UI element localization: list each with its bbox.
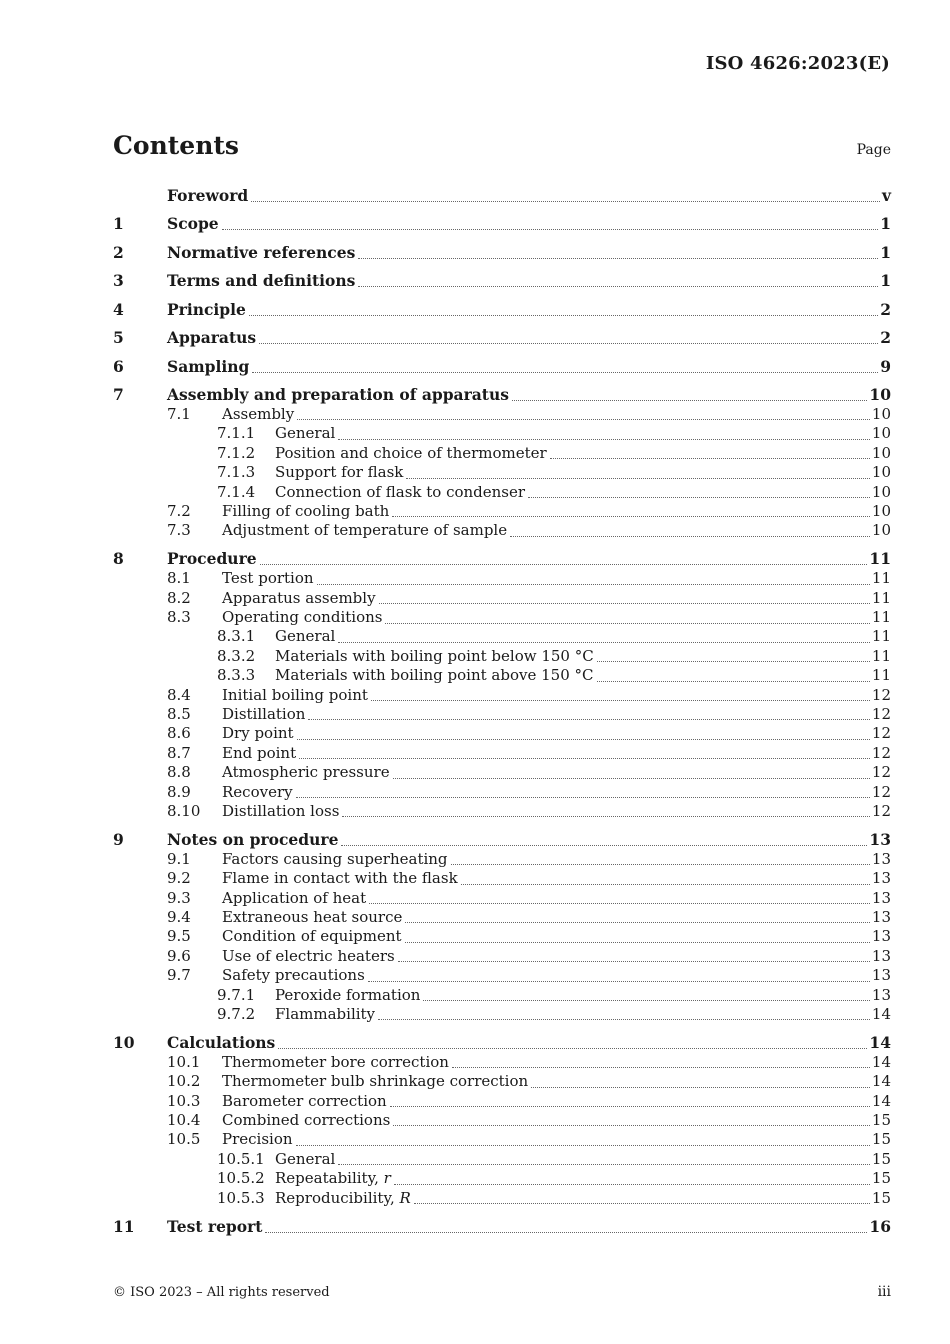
toc-entry-page: 2 xyxy=(880,328,891,348)
toc-entry-number: 8.3.1 xyxy=(217,627,256,646)
toc-entry-page: 11 xyxy=(871,608,891,627)
dot-leader xyxy=(371,700,870,701)
toc-entry[interactable] xyxy=(113,986,891,1005)
toc-entry-page: 12 xyxy=(871,763,891,782)
dot-leader xyxy=(531,1087,870,1088)
dot-leader xyxy=(369,903,870,904)
toc-entry-title: Materials with boiling point above 150 °C xyxy=(275,666,594,685)
dot-leader xyxy=(296,797,870,798)
toc-entry-page: 12 xyxy=(871,782,891,801)
toc-entry-number: 9.6 xyxy=(167,946,191,965)
dot-leader xyxy=(265,1232,867,1233)
toc-entry-page: 13 xyxy=(871,927,891,946)
toc-entry[interactable] xyxy=(113,1169,891,1188)
toc-entry-number: 8.9 xyxy=(167,782,191,801)
dot-leader xyxy=(338,439,870,440)
toc-entry[interactable] xyxy=(113,1005,891,1024)
toc-entry-title: Filling of cooling bath xyxy=(222,502,390,521)
toc-entry[interactable] xyxy=(113,521,891,540)
toc-entry-number: 7.1 xyxy=(167,405,191,424)
toc-entry-page: 13 xyxy=(871,908,891,927)
toc-entry-page: 1 xyxy=(880,242,891,262)
toc-entry[interactable] xyxy=(113,889,891,908)
toc-entry-page: 10 xyxy=(871,443,891,462)
toc-entry-title: Dry point xyxy=(222,724,294,743)
toc-entry-number: 8.7 xyxy=(167,743,191,762)
dot-leader xyxy=(297,739,870,740)
toc-entry-title: End point xyxy=(222,743,297,762)
toc-entry-number: 9.3 xyxy=(167,888,191,907)
dot-leader xyxy=(528,497,870,498)
toc-entry-page: 1 xyxy=(880,271,891,291)
toc-entry-page: 12 xyxy=(871,685,891,704)
toc-entry-title: Foreword xyxy=(167,185,249,205)
dot-leader xyxy=(393,1125,870,1126)
toc-entry[interactable] xyxy=(113,186,891,206)
toc-entry-page: 15 xyxy=(871,1169,891,1188)
toc-entry[interactable] xyxy=(113,744,891,763)
toc-entry-title: Normative references xyxy=(167,242,356,262)
toc-entry-number: 8.5 xyxy=(167,705,191,724)
dot-leader xyxy=(393,778,870,779)
toc-entry-number: 11 xyxy=(113,1216,135,1236)
toc-entry-title: Calculations xyxy=(167,1032,276,1052)
toc-entry-title: Distillation loss xyxy=(222,802,340,820)
toc-entry-number: 10.5.3 xyxy=(217,1188,265,1207)
toc-entry-title: Connection of flask to condenser xyxy=(275,482,526,501)
dot-leader xyxy=(406,478,870,479)
toc-entry-title: Distillation xyxy=(222,705,306,724)
toc-entry[interactable] xyxy=(113,763,891,782)
toc-entry-number: 8 xyxy=(113,549,124,569)
dot-leader xyxy=(259,343,878,344)
toc-entry-number: 10.3 xyxy=(167,1091,201,1110)
toc-entry-number: 9.2 xyxy=(167,869,191,888)
toc-entry-number: 7.2 xyxy=(167,502,191,521)
toc-entry-title: Flammability xyxy=(275,1005,376,1024)
toc-entry-title: Flame in contact with the flask xyxy=(222,869,458,888)
toc-entry-number: 10.5 xyxy=(167,1130,201,1149)
toc-entry-title: Safety precautions xyxy=(222,966,365,985)
toc-entry-page: 15 xyxy=(871,1130,891,1149)
toc-entry[interactable] xyxy=(113,377,891,406)
dot-leader xyxy=(338,1164,870,1165)
toc-entry[interactable] xyxy=(113,483,891,502)
toc-entry-number: 9.1 xyxy=(167,849,191,868)
toc-entry-number: 7.1.4 xyxy=(217,482,256,501)
dot-leader xyxy=(308,719,870,720)
dot-leader xyxy=(252,372,878,373)
toc-entry[interactable] xyxy=(113,1053,891,1072)
toc-entry[interactable] xyxy=(113,263,891,292)
toc-entry-page: v xyxy=(881,185,891,205)
toc-entry[interactable] xyxy=(113,444,891,463)
dot-leader xyxy=(379,603,870,604)
toc-entry[interactable] xyxy=(113,927,891,946)
document-id: ISO 4626:2023(E) xyxy=(705,53,890,74)
toc-entry-number: 3 xyxy=(113,271,124,291)
toc-entry[interactable] xyxy=(113,569,891,588)
toc-entry-page: 11 xyxy=(871,588,891,607)
toc-entry-number: 10.4 xyxy=(167,1111,201,1130)
toc-entry-page: 10 xyxy=(871,482,891,501)
dot-leader xyxy=(342,816,870,817)
toc-entry-title: Sampling xyxy=(167,356,250,376)
toc-entry-title: Operating conditions xyxy=(222,608,383,627)
table-of-contents xyxy=(113,186,891,1237)
toc-entry-title: Initial boiling point xyxy=(222,685,368,704)
dot-leader xyxy=(296,1145,870,1146)
toc-entry-page: 12 xyxy=(871,724,891,743)
dot-leader xyxy=(249,315,878,316)
toc-entry-page: 10 xyxy=(871,521,891,540)
dot-leader xyxy=(358,258,878,259)
dot-leader xyxy=(510,536,870,537)
toc-entry-title: Atmospheric pressure xyxy=(222,763,390,782)
toc-entry-title: Support for flask xyxy=(275,463,404,482)
toc-entry-number: 7.3 xyxy=(167,521,191,540)
dot-leader xyxy=(222,229,879,230)
toc-entry-number: 9.7.1 xyxy=(217,985,256,1004)
toc-entry[interactable] xyxy=(113,1189,891,1208)
toc-entry-page: 10 xyxy=(871,405,891,424)
toc-entry-number: 7 xyxy=(113,385,124,405)
toc-entry[interactable] xyxy=(113,1024,891,1053)
toc-entry-number: 10.5.2 xyxy=(217,1169,265,1188)
toc-entry-page: 10 xyxy=(871,463,891,482)
dot-leader xyxy=(278,1048,867,1049)
toc-entry-number: 8.6 xyxy=(167,724,191,743)
dot-leader xyxy=(414,1203,870,1204)
dot-leader xyxy=(423,1000,869,1001)
toc-entry-title: Use of electric heaters xyxy=(222,946,395,965)
dot-leader xyxy=(338,642,870,643)
toc-entry-number: 10.1 xyxy=(167,1052,201,1071)
toc-entry[interactable] xyxy=(113,1208,891,1237)
toc-entry-title: Barometer correction xyxy=(222,1091,387,1110)
toc-entry[interactable] xyxy=(113,502,891,521)
toc-entry-page: 13 xyxy=(871,849,891,868)
toc-entry-number: 10.2 xyxy=(167,1072,201,1091)
toc-entry-page: 14 xyxy=(871,1052,891,1071)
toc-entry[interactable] xyxy=(113,850,891,869)
copyright-notice: © ISO 2023 – All rights reserved xyxy=(113,1285,330,1300)
dot-leader xyxy=(299,758,870,759)
dot-leader xyxy=(358,286,878,287)
toc-entry[interactable] xyxy=(113,541,891,570)
toc-entry-title: Thermometer bore correction xyxy=(222,1052,449,1071)
toc-entry-title: Precision xyxy=(222,1130,293,1149)
toc-entry[interactable] xyxy=(113,405,891,424)
dot-leader xyxy=(368,981,870,982)
page-title: Contents xyxy=(113,131,240,160)
toc-entry-page: 14 xyxy=(871,1005,891,1024)
toc-entry-number: 2 xyxy=(113,242,124,262)
toc-entry-page: 12 xyxy=(871,705,891,724)
dot-leader xyxy=(597,681,870,682)
toc-entry-title: Peroxide formation xyxy=(275,985,421,1004)
toc-entry-title: Terms and definitions xyxy=(167,271,356,291)
toc-entry-title: Reproducibility, R xyxy=(275,1188,411,1207)
dot-leader xyxy=(405,942,870,943)
toc-entry[interactable] xyxy=(113,666,891,685)
toc-entry-page: 10 xyxy=(869,385,891,405)
toc-entry[interactable] xyxy=(113,647,891,666)
toc-entry[interactable] xyxy=(113,724,891,743)
toc-entry-title: General xyxy=(275,627,336,646)
toc-entry-number: 5 xyxy=(113,328,124,348)
toc-entry-title: Assembly and preparation of apparatus xyxy=(167,385,509,405)
toc-entry-number: 10 xyxy=(113,1032,135,1052)
toc-entry-number: 8.1 xyxy=(167,569,191,588)
toc-entry[interactable] xyxy=(113,589,891,608)
toc-entry-page: 13 xyxy=(871,966,891,985)
dot-leader xyxy=(378,1019,870,1020)
toc-entry[interactable] xyxy=(113,1150,891,1169)
toc-entry-number: 8.8 xyxy=(167,763,191,782)
toc-entry-title: Scope xyxy=(167,214,219,234)
toc-entry-number: 9.7.2 xyxy=(217,1005,256,1024)
toc-entry-page: 10 xyxy=(871,424,891,443)
toc-entry-number: 4 xyxy=(113,299,124,319)
toc-entry[interactable] xyxy=(113,1130,891,1149)
toc-entry-title: Test report xyxy=(167,1216,263,1236)
toc-entry-number: 8.2 xyxy=(167,588,191,607)
toc-entry[interactable] xyxy=(113,291,891,320)
dot-leader xyxy=(512,400,867,401)
toc-entry-page: 14 xyxy=(871,1072,891,1091)
toc-entry-page: 2 xyxy=(880,299,891,319)
dot-leader xyxy=(451,864,870,865)
dot-leader xyxy=(405,922,870,923)
toc-entry-title: Adjustment of temperature of sample xyxy=(222,521,508,540)
toc-entry-page: 13 xyxy=(871,888,891,907)
toc-entry-number: 6 xyxy=(113,356,124,376)
toc-entry-page: 15 xyxy=(871,1188,891,1207)
toc-entry-page: 12 xyxy=(871,743,891,762)
toc-entry-page: 11 xyxy=(871,666,891,685)
dot-leader xyxy=(260,564,868,565)
toc-entry-page: 11 xyxy=(871,627,891,646)
toc-entry-title: Position and choice of thermometer xyxy=(275,443,547,462)
toc-entry[interactable] xyxy=(113,206,891,235)
toc-entry-page: 12 xyxy=(871,802,891,820)
dot-leader xyxy=(317,584,870,585)
toc-entry-page: 11 xyxy=(869,549,891,569)
toc-entry-page: 10 xyxy=(871,502,891,521)
toc-entry-number: 7.1.3 xyxy=(217,463,256,482)
toc-entry-title: Apparatus assembly xyxy=(222,588,376,607)
toc-entry[interactable] xyxy=(113,783,891,802)
toc-entry[interactable] xyxy=(113,802,891,821)
toc-entry-title: Recovery xyxy=(222,782,293,801)
toc-entry[interactable] xyxy=(113,1111,891,1130)
page-number: iii xyxy=(877,1284,891,1300)
toc-entry-title: Notes on procedure xyxy=(167,829,339,849)
toc-entry[interactable] xyxy=(113,424,891,443)
dot-leader xyxy=(597,661,870,662)
toc-entry[interactable] xyxy=(113,463,891,482)
toc-entry[interactable] xyxy=(113,608,891,627)
toc-entry[interactable] xyxy=(113,1092,891,1111)
toc-entry-title: Principle xyxy=(167,299,246,319)
toc-entry-page: 15 xyxy=(871,1149,891,1168)
toc-entry[interactable] xyxy=(113,1072,891,1091)
toc-entry-number: 8.4 xyxy=(167,685,191,704)
toc-entry-title: Test portion xyxy=(222,569,314,588)
toc-entry[interactable] xyxy=(113,869,891,888)
toc-entry-number: 10.5.1 xyxy=(217,1149,265,1168)
toc-entry-page: 16 xyxy=(869,1216,891,1236)
toc-entry-number: 8.3.2 xyxy=(217,646,256,665)
toc-entry-title: Thermometer bulb shrinkage correction xyxy=(222,1072,529,1091)
toc-entry-page: 13 xyxy=(869,829,891,849)
toc-entry-title: Extraneous heat source xyxy=(222,908,403,927)
toc-entry-page: 14 xyxy=(869,1032,891,1052)
toc-entry-page: 15 xyxy=(871,1111,891,1130)
toc-entry-title: General xyxy=(275,424,336,443)
toc-entry-number: 7.1.2 xyxy=(217,443,256,462)
toc-entry-number: 7.1.1 xyxy=(217,424,256,443)
toc-entry-title: Factors causing superheating xyxy=(222,849,448,868)
toc-entry-page: 13 xyxy=(871,985,891,1004)
toc-entry-title: Procedure xyxy=(167,549,257,569)
toc-entry[interactable] xyxy=(113,320,891,349)
toc-entry-page: 1 xyxy=(880,214,891,234)
toc-entry[interactable] xyxy=(113,705,891,724)
toc-entry-title: Assembly xyxy=(222,405,295,424)
page-column-label: Page xyxy=(856,142,891,158)
toc-entry-number: 9.4 xyxy=(167,908,191,927)
toc-entry-page: 13 xyxy=(871,869,891,888)
toc-entry-number: 8.3 xyxy=(167,608,191,627)
dot-leader xyxy=(394,1184,870,1185)
dot-leader xyxy=(385,623,869,624)
dot-leader xyxy=(452,1067,870,1068)
toc-entry[interactable] xyxy=(113,628,891,647)
toc-entry[interactable] xyxy=(113,966,891,985)
toc-entry-title: Repeatability, r xyxy=(275,1169,391,1188)
toc-entry-title: Apparatus xyxy=(167,328,257,348)
toc-entry-title: General xyxy=(275,1149,336,1168)
toc-entry[interactable] xyxy=(113,348,891,377)
toc-entry-number: 8.3.3 xyxy=(217,666,256,685)
toc-entry-title: Combined corrections xyxy=(222,1111,391,1130)
dot-leader xyxy=(550,458,870,459)
toc-entry-number: 9.5 xyxy=(167,927,191,946)
toc-entry-page: 9 xyxy=(880,356,891,376)
toc-entry-page: 11 xyxy=(871,646,891,665)
toc-entry[interactable] xyxy=(113,947,891,966)
toc-entry-number: 8.10 xyxy=(167,802,201,820)
toc-entry[interactable] xyxy=(113,686,891,705)
toc-entry[interactable] xyxy=(113,908,891,927)
toc-entry-title: Materials with boiling point below 150 °C xyxy=(275,646,594,665)
toc-entry-page: 14 xyxy=(871,1091,891,1110)
toc-entry-page: 13 xyxy=(871,946,891,965)
toc-entry[interactable] xyxy=(113,821,891,850)
dot-leader xyxy=(461,884,870,885)
toc-entry-number: 1 xyxy=(113,214,124,234)
toc-entry-page: 11 xyxy=(871,569,891,588)
dot-leader xyxy=(341,845,867,846)
toc-entry-title: Condition of equipment xyxy=(222,927,402,946)
dot-leader xyxy=(390,1106,870,1107)
toc-entry[interactable] xyxy=(113,234,891,263)
dot-leader xyxy=(251,201,880,202)
dot-leader xyxy=(398,961,870,962)
dot-leader xyxy=(392,516,870,517)
toc-entry-number: 9.7 xyxy=(167,966,191,985)
toc-entry-number: 9 xyxy=(113,829,124,849)
toc-entry-title: Application of heat xyxy=(222,888,367,907)
dot-leader xyxy=(297,419,870,420)
